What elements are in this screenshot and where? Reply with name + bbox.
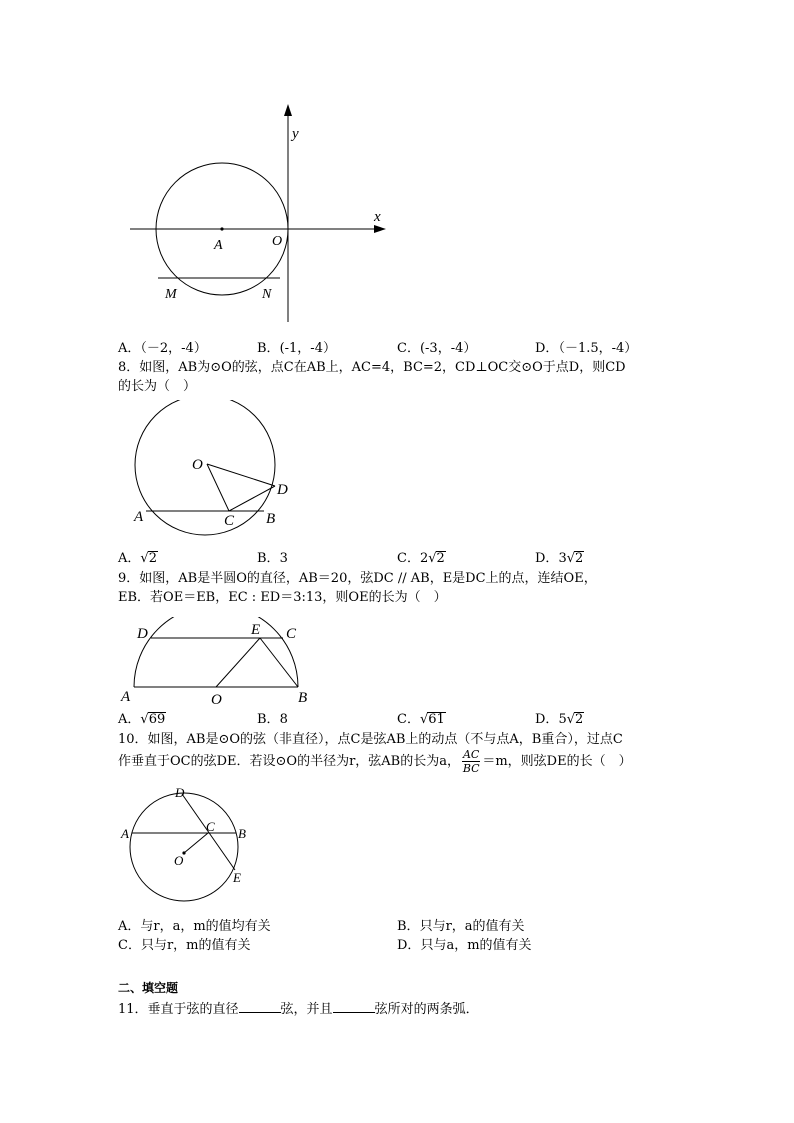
segment-oc [207, 464, 229, 511]
q8-stem-line2: 的长为（ ） [118, 379, 197, 394]
q9-option-d[interactable]: D．5√2 [535, 712, 584, 727]
circle-o [135, 400, 275, 535]
q7-option-a[interactable]: A．（－2，-4） [118, 341, 207, 356]
q10-option-a[interactable]: A．与r，a，m的值均有关 [118, 919, 271, 934]
q7-option-b[interactable]: B．(-1，-4） [257, 341, 336, 356]
label-y: y [292, 126, 299, 142]
label-x: x [374, 209, 381, 225]
y-axis-arrow [284, 104, 292, 116]
label-e: E [251, 622, 261, 638]
q10-stem-line1: 10．如图，AB是⊙O的弦（非直径），点C是弦AB上的动点（不与点A，B重合），过点C [118, 732, 623, 747]
q7-option-c[interactable]: C．(-3，-4） [397, 341, 477, 356]
figure-q9 [118, 617, 318, 709]
label-a: A [121, 689, 131, 705]
q8-option-a[interactable]: A．√2 [118, 551, 157, 566]
segment-oe [216, 638, 260, 687]
semicircle-arc [134, 617, 298, 687]
label-a: A [134, 509, 144, 525]
q9-option-a[interactable]: A．√69 [118, 712, 166, 727]
q10-option-d[interactable]: D．只与a，m的值有关 [397, 938, 532, 953]
blank-1[interactable] [239, 1000, 281, 1013]
q8-option-c[interactable]: C．2√2 [397, 551, 445, 566]
label-c: C [224, 513, 235, 529]
q10-option-c[interactable]: C．只与r，m的值有关 [118, 938, 251, 953]
q8-option-d[interactable]: D．3√2 [535, 551, 584, 566]
label-d: D [175, 785, 185, 800]
label-b: B [298, 690, 308, 706]
label-b: B [266, 511, 276, 527]
figure-q10 [118, 783, 258, 913]
segment-cd [229, 486, 275, 511]
fraction-ac-bc: $\frac{AC}{BC}$ [462, 748, 480, 775]
q8-option-b[interactable]: B．3 [257, 551, 288, 566]
label-c: C [206, 819, 215, 834]
segment-od [207, 464, 275, 486]
segment-eb [260, 638, 298, 687]
label-o: O [174, 853, 184, 868]
q10-option-b[interactable]: B．只与r，a的值有关 [397, 919, 525, 934]
q7-option-d[interactable]: D．（－1.5，-4） [535, 341, 638, 356]
label-a: A [214, 238, 223, 253]
section-title-fill-blank: 二、填空题 [118, 981, 179, 995]
label-o: O [211, 692, 222, 708]
label-c: C [286, 626, 297, 642]
label-a: A [121, 826, 129, 841]
q10-stem-line2: 作垂直于OC的弦DE．若设⊙O的半径为r，弦AB的长为a， $\frac{AC}{BC}$ ＝m，则弦DE的长（ ） [118, 748, 632, 775]
label-e: E [233, 870, 241, 885]
label-o: O [272, 234, 283, 249]
x-axis-arrow [374, 225, 386, 233]
circle-o [130, 793, 238, 901]
q9-option-c[interactable]: C．√61 [397, 712, 445, 727]
figure-q8 [128, 400, 298, 540]
q11-stem: 11．垂直于弦的直径 弦，并且 弦所对的两条弧． [118, 1002, 479, 1017]
label-d: D [137, 626, 148, 642]
label-o: O [192, 457, 203, 473]
segment-oc [184, 833, 208, 853]
center-a-dot [220, 227, 223, 230]
figure-q7 [120, 100, 400, 335]
q9-option-b[interactable]: B．8 [257, 712, 288, 727]
q9-stem-line2: EB．若OE＝EB，EC : ED＝3:13，则OE的长为（ ） [118, 590, 447, 605]
label-d: D [277, 482, 288, 498]
q8-stem-line1: 8．如图，AB为⊙O的弦，点C在AB上，AC=4，BC=2，CD⊥OC交⊙O于点D，则CD [118, 360, 626, 375]
label-n: N [262, 287, 272, 302]
q9-stem-line1: 9．如图，AB是半圆O的直径，AB＝20，弦DC // AB，E是DC上的点，连结OE， [118, 571, 597, 586]
label-b: B [238, 826, 246, 841]
blank-2[interactable] [333, 1000, 375, 1013]
label-m: M [165, 287, 177, 302]
